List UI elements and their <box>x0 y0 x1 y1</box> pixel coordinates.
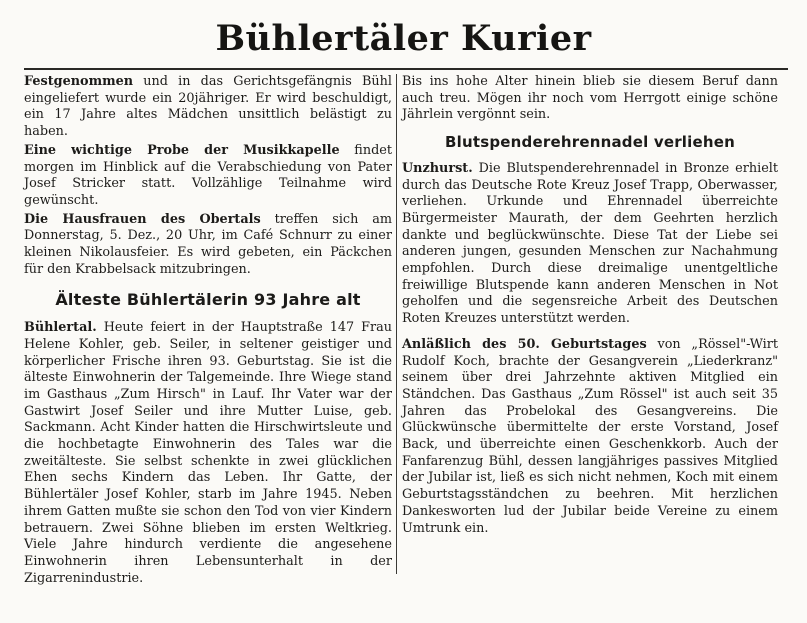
article-lead: Unzhurst. <box>402 160 473 176</box>
right-column <box>402 74 778 537</box>
notice-lead: Die Hausfrauen des Obertals <box>24 211 261 227</box>
article-text: Heute feiert in der Hauptstraße 147 Frau Helene Kohler, geb. Seiler, in seltener geistiger und körperlicher Frische ihren 93. Geburtstag. Sie ist die älteste Einwohnerin der Talgemeinde. Ihre Wiege stand im Gasthaus „Zum Hirsch" in Lauf. Ihr Vater war der Gastwirt Josef Seiler und ihre Mutter Luise, geb. Sackmann. Acht Kinder hatten die Hirschwirtsleute und die hochbetagte Einwohnerin des Tales war die zweitälteste. Sie selbst schenkte in zwei glücklichen Ehen sechs Kindern das Leben. Ihr Gatte, der Bühlertäler Josef Kohler, starb im Jahre 1945. Neben ihrem Gatten mußte sie schon den Tod von vier Kindern betrauern. Zwei Söhne blieben im ersten Weltkrieg. Viele Jahre hindurch verdiente die angesehene Einwohnerin ihren Lebensunterhalt in der Zigarrenindustrie. <box>24 320 392 586</box>
notice-band-rehearsal <box>24 143 392 210</box>
article-lead: Bühlertal. <box>24 320 97 336</box>
article-lead: Anläßlich des 50. Geburtstages <box>402 336 647 352</box>
article-text: Die Blutspenderehrennadel in Bronze erhielt durch das Deutsche Rote Kreuz Josef Trapp, Oberwasser, verliehen. Urkunde und Ehrennadel überreichte Bürgermeister Maurath, der dem Geehrten herzlich dankte und beglückwünschte. Diese Tat der Liebe sei anderen jungen, gesunden Menschen zur Nachahmung empfohlen. Durch diese dreimalige unentgeltliche freiwillige Blutspende kann anderen Menschen in Not geholfen und die segensreiche Arbeit des Deutschen Roten Kreuzes unterstützt werden. <box>402 160 778 327</box>
notice-text: findet morgen im Hinblick auf die Verabschiedung von Pater Josef Stricker statt. Vollzählige Teilnahme wird gewünscht. <box>24 142 392 208</box>
article-blood-donor <box>402 161 778 328</box>
notice-lead: Eine wichtige Probe der Musikkapelle <box>24 142 340 158</box>
article-text: von „Rössel"-Wirt Rudolf Koch, brachte der Gesangverein „Liederkranz" seinem über drei Jahrzehnte aktiven Mitglied ein Ständchen. Das Gasthaus „Zum Rössel" ist auch seit 35 Jahren das Probelokal des Gesangvereins. Die Glückwünsche übermittelte der erste Vorstand, Josef Back, und überreichte einen Geschenkkorb. Auch der Fanfarenzug Bühl, dessen langjähriges passives Mitglied der Jubilar ist, ließ es sich nicht nehmen, Koch mit einem Geburtstagsständchen zu beehren. Mit herzlichen Dankesworten lud der Jubilar beide Vereine zu einem Umtrunk ein. <box>402 336 778 536</box>
column-divider <box>396 74 397 574</box>
article-birthday <box>402 337 778 537</box>
masthead-rule <box>24 68 788 70</box>
notice-lead: Festgenommen <box>24 74 134 89</box>
article-headline-blood-donor: Blutspenderehrennadel verliehen <box>445 133 735 152</box>
masthead-title: Bühlertäler Kurier <box>215 18 592 59</box>
article-oldest-resident <box>24 320 392 587</box>
notice-housewives <box>24 212 392 279</box>
notice-text: und in das Gerichtsgefängnis Bühl eingeliefert wurde ein 20jähriger. Er wird beschuldigt, ein 17 Jahre altes Mädchen unsittlich belästigt zu haben. <box>24 74 392 140</box>
notice-arrest <box>24 74 392 141</box>
article-continuation: Bis ins hohe Alter hinein blieb sie diesem Beruf dann auch treu. Mögen ihr noch vom Herrgott einige schöne Jährlein vergönnt sein. <box>402 74 778 123</box>
article-headline-oldest-resident: Älteste Bühlertälerin 93 Jahre alt <box>55 290 361 310</box>
notice-text: treffen sich am Donnerstag, 5. Dez., 20 Uhr, im Café Schnurr zu einer kleinen Nikolausfeier. Es wird gebeten, ein Päckchen für den Krabbelsack mitzubringen. <box>24 211 392 277</box>
left-column <box>24 74 392 587</box>
